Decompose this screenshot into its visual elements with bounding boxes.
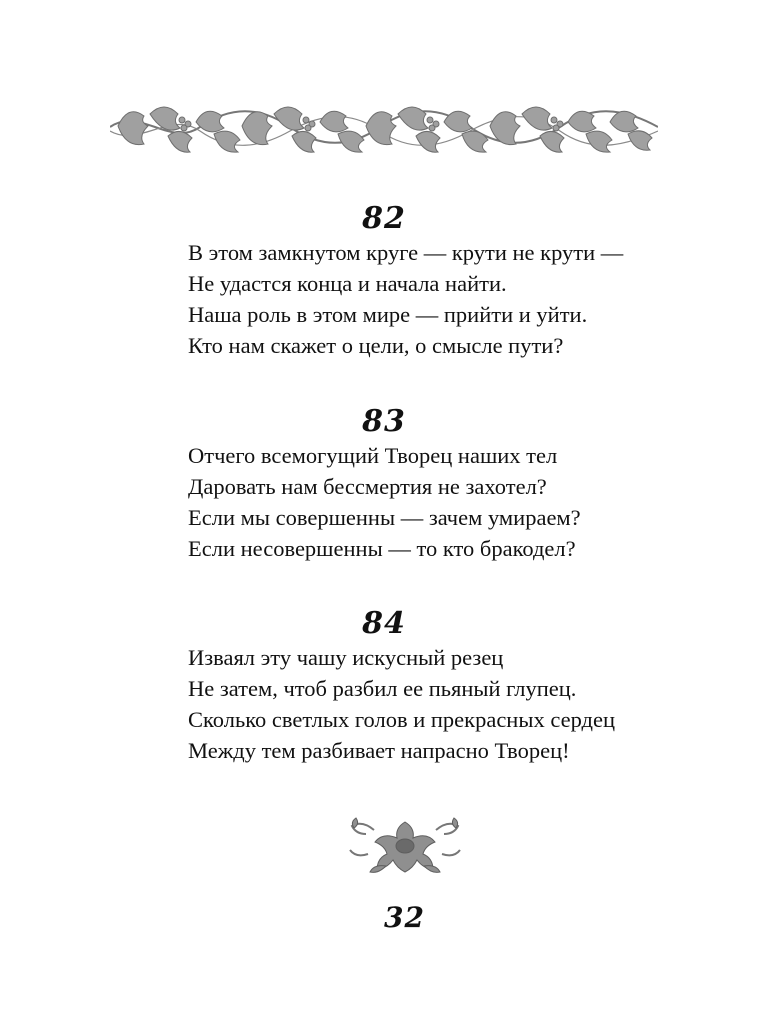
poem-number: 82 bbox=[362, 201, 406, 236]
poem-line: Отчего всемогущий Творец наших тел bbox=[188, 443, 558, 468]
poem-line: В этом замкнутом круге — крути не крути — bbox=[188, 240, 624, 265]
poem-lines bbox=[188, 440, 668, 564]
poem-line: Наша роль в этом мире — прийти и уйти. bbox=[188, 302, 588, 327]
poem-line: Между тем разбивает напрасно Творец! bbox=[188, 738, 570, 763]
page-number: 32 bbox=[384, 901, 425, 934]
poem-83 bbox=[188, 405, 668, 564]
poem-number: 83 bbox=[362, 404, 406, 439]
poem-line: Кто нам скажет о цели, о смысле пути? bbox=[188, 333, 564, 358]
poem-82 bbox=[188, 202, 668, 361]
poem-lines bbox=[188, 642, 668, 766]
floral-vignette-ornament bbox=[346, 812, 464, 880]
poem-line: Изваял эту чашу искусный резец bbox=[188, 645, 504, 670]
poem-line: Если несовершенны — то кто бракодел? bbox=[188, 536, 576, 561]
poem-line: Даровать нам бессмертия не захотел? bbox=[188, 474, 547, 499]
poem-line: Не затем, чтоб разбил ее пьяный глупец. bbox=[188, 676, 577, 701]
vine-border-ornament bbox=[110, 96, 658, 158]
poem-line: Не удастся конца и начала найти. bbox=[188, 271, 507, 296]
poem-line: Сколько светлых голов и прекрасных сердец bbox=[188, 707, 616, 732]
poem-line: Если мы совершенны — зачем умираем? bbox=[188, 505, 581, 530]
poem-lines bbox=[188, 237, 668, 361]
poem-number: 84 bbox=[362, 606, 406, 641]
poem-84 bbox=[188, 607, 668, 766]
